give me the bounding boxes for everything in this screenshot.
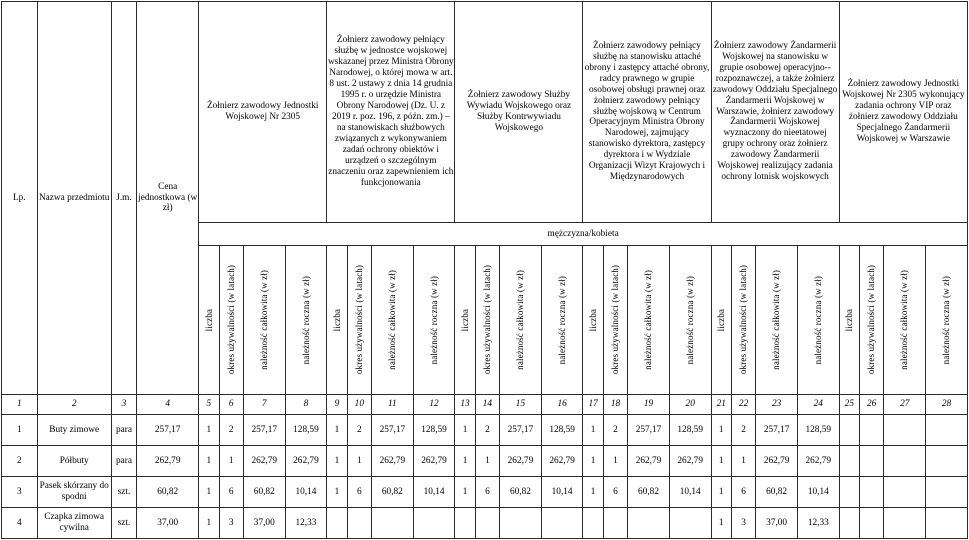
col-number: 18 (603, 395, 627, 415)
cell: 262,79 (797, 446, 839, 477)
subheader-liczba-g3 (455, 246, 475, 395)
cell (839, 477, 859, 508)
cell: 257,17 (628, 415, 670, 446)
cell: 60,82 (628, 477, 670, 508)
col-number: 3 (111, 395, 136, 415)
subheader-calkowita-g4 (628, 246, 670, 395)
subheader-roczna-g6 (926, 246, 968, 395)
subheader-label: należność roczna (w zł) (812, 275, 823, 365)
cell: 6 (603, 477, 627, 508)
header-lp: Lp. (2, 2, 38, 395)
subheader-okres-g1 (219, 246, 243, 395)
cell (413, 508, 455, 539)
cell (859, 508, 883, 539)
cell: 60,82 (372, 477, 414, 508)
cell: 1 (475, 446, 499, 477)
cell: 262,79 (628, 446, 670, 477)
col-number: 2 (37, 395, 111, 415)
subheader-label: należność całkowita (w zł) (643, 270, 654, 370)
cell: 3 (219, 508, 243, 539)
subheader-label: należność roczna (w zł) (300, 275, 311, 365)
row-jm: szt. (111, 477, 136, 508)
cell: 6 (219, 477, 243, 508)
col-number: 14 (475, 395, 499, 415)
cell: 60,82 (756, 477, 798, 508)
col-number: 1 (2, 395, 38, 415)
subheader-roczna-g3 (541, 246, 583, 395)
group-header-6: Żołnierz zawodowy Jednostki Wojskowej Nr 2305 wykonujący zadania ochrony VIP oraz żołnierz zawodowy Oddziału Specjalnego Żandarmerii Wojskowej w Warszawie (839, 2, 967, 223)
group-header-4: Żołnierz zawodowy pełniący służbę na stanowisku attaché obrony i zastępcy attaché obrony, radcy prawnego w grupie osobowej obsługi prawnej oraz żołnierz zawodowy pełniący służbę wojskową w Centrum Operacyjnym Ministra Obrony Narodowej, zajmujący stanowisko dyrektora, zastępcy dyrektora i w Wydziale Organizacji Wizyt Krajowych i Międzynarodowych (583, 2, 711, 223)
cell: 10,14 (541, 477, 583, 508)
cell: 60,82 (500, 477, 542, 508)
row-nazwa: Czapka zimowa cywilna (37, 508, 111, 539)
row-lp: 3 (2, 477, 38, 508)
row-nazwa: Półbuty (37, 446, 111, 477)
col-number: 20 (669, 395, 711, 415)
subheader-liczba-g1 (199, 246, 219, 395)
col-number: 21 (711, 395, 731, 415)
cell: 262,79 (756, 446, 798, 477)
col-number: 17 (583, 395, 603, 415)
cell: 6 (731, 477, 755, 508)
cell: 3 (731, 508, 755, 539)
group-header-2: Żołnierz zawodowy pełniący służbę w jednostce wojskowej wskazanej przez Ministra Obrony Narodowej, o której mowa w art. 8 ust. 2 ustawy z dnia 14 grudnia 1995 r. o urzędzie Ministra Obrony Narodowej (Dz. U. z 2019 r. poz. 196, z późn. zm.) – na stanowiskach służbowych związanych z wykonywaniem zadań ochrony obiektów i urządzeń o szczególnym znaczeniu oraz zapewnieniem ich funkcjonowania (327, 2, 455, 223)
cell: 128,59 (413, 415, 455, 446)
subheader-calkowita-g6 (884, 246, 926, 395)
subheader-okres-g3 (475, 246, 499, 395)
cell (839, 446, 859, 477)
cell: 1 (603, 446, 627, 477)
col-number: 9 (327, 395, 347, 415)
cell (859, 446, 883, 477)
cell: 2 (731, 415, 755, 446)
subheader-liczba-g4 (583, 246, 603, 395)
cell (583, 508, 603, 539)
subheader-calkowita-g1 (243, 246, 285, 395)
cell (884, 508, 926, 539)
cell: 262,79 (500, 446, 542, 477)
col-number: 6 (219, 395, 243, 415)
cell (455, 508, 475, 539)
subheader-label: okres używalności (w latach) (866, 265, 877, 375)
subheader-roczna-g1 (285, 246, 327, 395)
subheader-roczna-g2 (413, 246, 455, 395)
subheader-label: liczba (203, 308, 214, 332)
row-cena: 37,00 (137, 508, 199, 539)
table-row (2, 477, 968, 508)
row-cena: 262,79 (137, 446, 199, 477)
cell: 1 (327, 446, 347, 477)
subheader-okres-g6 (859, 246, 883, 395)
subheader-label: należność roczna (w zł) (428, 275, 439, 365)
table-row (2, 446, 968, 477)
col-number: 4 (137, 395, 199, 415)
cell: 262,79 (285, 446, 327, 477)
cell: 1 (199, 446, 219, 477)
cell: 2 (219, 415, 243, 446)
cell: 1 (583, 446, 603, 477)
subheader-label: liczba (843, 308, 854, 332)
subheader-liczba-g2 (327, 246, 347, 395)
col-number: 23 (756, 395, 798, 415)
cell: 37,00 (243, 508, 285, 539)
col-number: 26 (859, 395, 883, 415)
subheader-label: należność roczna (w zł) (941, 275, 952, 365)
cell (839, 415, 859, 446)
cell: 1 (199, 415, 219, 446)
cell (926, 477, 968, 508)
subheader-liczba-g5 (711, 246, 731, 395)
col-number: 28 (926, 395, 968, 415)
header-jm: J.m. (111, 2, 136, 395)
header-cena-jednostkowa: Cena jednostkowa (w zł) (137, 2, 199, 395)
group-header-5: Żołnierz zawodowy Żandarmerii Wojskowej na stanowisku w grupie osobowej operacyjno--rozpoznawczej, a także żołnierz zawodowy Oddziału Specjalnego Żandarmerii Wojskowej w Warszawie, żołnierz zawodowy Żandarmerii Wojskowej wyznaczony do nieetatowej grupy ochrony oraz żołnierz zawodowy Żandarmerii Wojskowej realizujący zadania ochrony lotnisk wojskowych (711, 2, 839, 223)
cell: 10,14 (285, 477, 327, 508)
cell: 2 (603, 415, 627, 446)
cell (926, 446, 968, 477)
row-lp: 2 (2, 446, 38, 477)
cell (669, 508, 711, 539)
row-jm: para (111, 446, 136, 477)
cell: 6 (475, 477, 499, 508)
subheader-calkowita-g3 (500, 246, 542, 395)
column-number-row (2, 395, 968, 415)
col-number: 5 (199, 395, 219, 415)
col-number: 8 (285, 395, 327, 415)
cell (628, 508, 670, 539)
subheader-label: należność całkowita (w zł) (771, 270, 782, 370)
cell: 257,17 (756, 415, 798, 446)
subheader-label: należność roczna (w zł) (684, 275, 695, 365)
cell: 1 (583, 415, 603, 446)
cell (500, 508, 542, 539)
cell: 1 (347, 446, 371, 477)
subheader-label: okres używalności (w latach) (225, 265, 236, 375)
cell: 262,79 (541, 446, 583, 477)
cell: 10,14 (797, 477, 839, 508)
col-number: 27 (884, 395, 926, 415)
subheader-calkowita-g2 (372, 246, 414, 395)
subheader-label: liczba (715, 308, 726, 332)
cell (884, 446, 926, 477)
col-number: 7 (243, 395, 285, 415)
row-cena: 257,17 (137, 415, 199, 446)
cell: 262,79 (372, 446, 414, 477)
cell: 1 (199, 477, 219, 508)
subheader-label: okres używalności (w latach) (482, 265, 493, 375)
cell (926, 508, 968, 539)
col-number: 19 (628, 395, 670, 415)
subheader-label: należność roczna (w zł) (556, 275, 567, 365)
cell: 1 (199, 508, 219, 539)
row-nazwa: Pasek skórzany do spodni (37, 477, 111, 508)
subheader-okres-g5 (731, 246, 755, 395)
cell (541, 508, 583, 539)
col-number: 24 (797, 395, 839, 415)
subheader-label: należność całkowita (w zł) (386, 270, 397, 370)
subheader-label: okres używalności (w latach) (738, 265, 749, 375)
cell: 2 (475, 415, 499, 446)
cell: 1 (711, 415, 731, 446)
cell (884, 477, 926, 508)
row-jm: szt. (111, 508, 136, 539)
table-row (2, 508, 968, 539)
row-nazwa: Buty zimowe (37, 415, 111, 446)
cell: 128,59 (285, 415, 327, 446)
cell (839, 508, 859, 539)
subheader-label: liczba (331, 308, 342, 332)
col-number: 25 (839, 395, 859, 415)
row-jm: para (111, 415, 136, 446)
cell: 1 (711, 446, 731, 477)
cell: 1 (731, 446, 755, 477)
cell: 1 (583, 477, 603, 508)
col-number: 16 (541, 395, 583, 415)
header-row-groups (2, 2, 968, 223)
col-number: 22 (731, 395, 755, 415)
cell: 1 (711, 508, 731, 539)
cell: 1 (455, 477, 475, 508)
cell (884, 415, 926, 446)
col-number: 12 (413, 395, 455, 415)
subheader-liczba-g6 (839, 246, 859, 395)
subheader-label: należność całkowita (w zł) (515, 270, 526, 370)
cell (859, 477, 883, 508)
cell: 60,82 (243, 477, 285, 508)
subheader-label: należność całkowita (w zł) (258, 270, 269, 370)
subheader-label: liczba (587, 308, 598, 332)
cell: 1 (711, 477, 731, 508)
cell: 257,17 (500, 415, 542, 446)
cell: 1 (455, 446, 475, 477)
cell: 262,79 (669, 446, 711, 477)
cell (603, 508, 627, 539)
subheader-okres-g2 (347, 246, 371, 395)
cell (859, 415, 883, 446)
col-number: 10 (347, 395, 371, 415)
subheader-okres-g4 (603, 246, 627, 395)
subheader-calkowita-g5 (756, 246, 798, 395)
cell: 128,59 (797, 415, 839, 446)
cell: 1 (219, 446, 243, 477)
cell: 12,33 (797, 508, 839, 539)
cell: 10,14 (669, 477, 711, 508)
group-header-1: Żołnierz zawodowy Jednostki Wojskowej Nr 2305 (199, 2, 327, 223)
subheader-label: należność całkowita (w zł) (899, 270, 910, 370)
cell: 257,17 (243, 415, 285, 446)
table-row (2, 415, 968, 446)
subheader-roczna-g4 (669, 246, 711, 395)
cell (372, 508, 414, 539)
cell (327, 508, 347, 539)
cell: 257,17 (372, 415, 414, 446)
cell: 10,14 (413, 477, 455, 508)
subheader-label: okres używalności (w latach) (610, 265, 621, 375)
row-lp: 4 (2, 508, 38, 539)
subheader-label: okres używalności (w latach) (353, 265, 364, 375)
allowance-table (1, 1, 968, 539)
gender-span-label: mężczyzna/kobieta (199, 223, 968, 246)
cell (475, 508, 499, 539)
cell: 1 (327, 415, 347, 446)
subheader-roczna-g5 (797, 246, 839, 395)
col-number: 11 (372, 395, 414, 415)
cell: 2 (347, 415, 371, 446)
col-number: 15 (500, 395, 542, 415)
cell: 1 (455, 415, 475, 446)
cell (926, 415, 968, 446)
cell: 12,33 (285, 508, 327, 539)
cell: 6 (347, 477, 371, 508)
cell: 128,59 (669, 415, 711, 446)
cell: 262,79 (243, 446, 285, 477)
cell (347, 508, 371, 539)
subheader-label: liczba (459, 308, 470, 332)
col-number: 13 (455, 395, 475, 415)
cell: 1 (327, 477, 347, 508)
cell: 37,00 (756, 508, 798, 539)
row-cena: 60,82 (137, 477, 199, 508)
header-nazwa-przedmiotu: Nazwa przedmiotu (37, 2, 111, 395)
cell: 128,59 (541, 415, 583, 446)
group-header-3: Żołnierz zawodowy Służby Wywiadu Wojskowego oraz Służby Kontrwywiadu Wojskowego (455, 2, 583, 223)
table-sheet (0, 1, 969, 540)
cell: 262,79 (413, 446, 455, 477)
row-lp: 1 (2, 415, 38, 446)
